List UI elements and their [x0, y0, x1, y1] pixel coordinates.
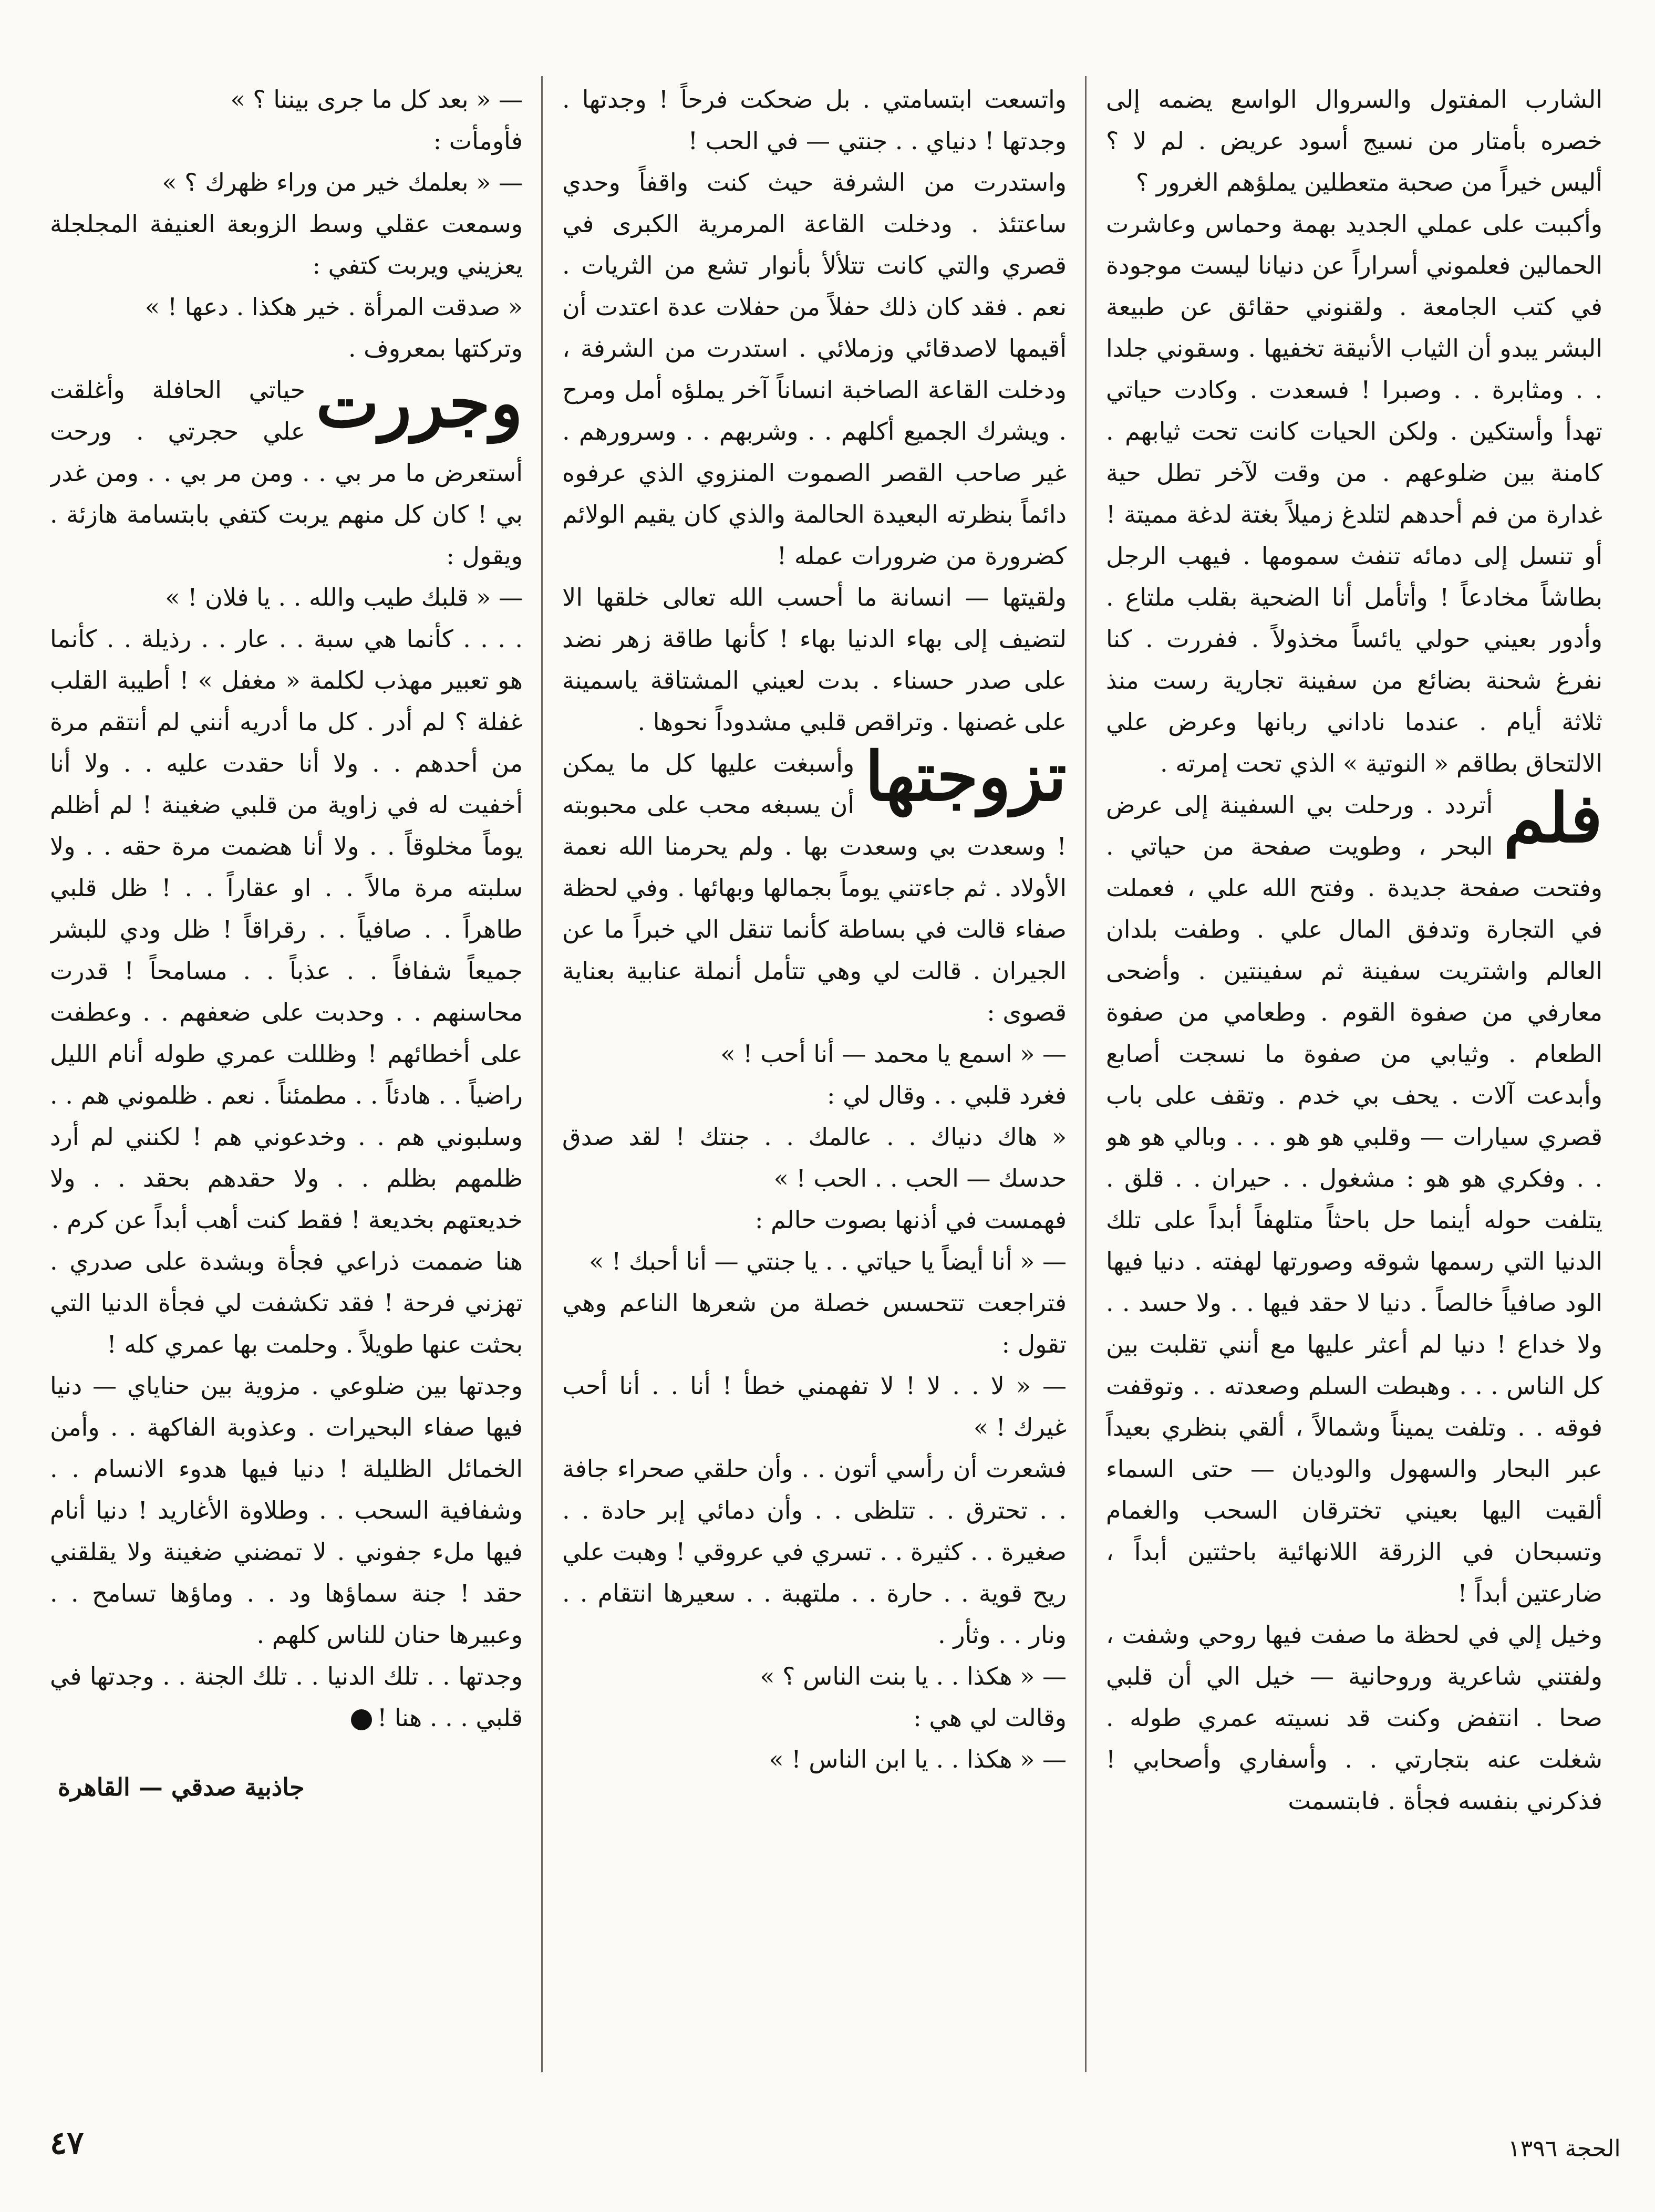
paragraph: . . . . كأنما هي سبة . . عار . . رذيلة . . كأنما هو تعبير مهذب لكلمة « مغفل » ! أطيبة القلب غفلة ؟ لم أدر . كل ما أدريه أنني لم أنتقم مرة من أحدهم . . ولا أنا حقدت عليه . . ولا أنا أخفيت له في زاوية من قلبي ضغينة ! لم أظلم يوماً مخلوقاً . . ولا أنا هضمت مرة حقه . . ولا سلبته مرة مالاً . . او عقاراً . . ! ظل قلبي طاهراً . . صافياً . . رقراقاً ! ظل ودي للبشر جميعاً شفافاً . . عذباً . . مسامحاً ! قدرت محاسنهم . . وحدبت على ضعفهم . . وعطفت على أخطائهم ! وظللت عمري طوله أنام الليل راضياً . . هادئاً . . مطمئناً . نعم . ظلموني هم . . وسلبوني هم . . وخدعوني هم ! لكنني لم أرد ظلمهم بظلم . . ولا حقدهم بحقد . . ولا خديعتهم بخديعة ! فقط كنت أهب أبداً عن كرم .	[50, 625, 523, 1234]
column-divider	[1085, 76, 1087, 2072]
paragraph: ولقيتها — انسانة ما أحسب الله تعالى خلقها الا لتضيف إلى بهاء الدنيا بهاء ! كأنها طاقة زهر نضد على صدر حسناء . بدت لعيني المشتاقة ياسمينة على غصنها . وتراقص قلبي مشدوداً نحوها .	[562, 583, 1067, 736]
paragraph: واتسعت ابتسامتي . بل ضحكت فرحاً ! وجدتها . وجدتها ! دنياي . . جنتي — في الحب !	[562, 85, 1067, 155]
dialogue-line: — « أنا أيضاً يا حياتي . . يا جنتي — أنا أحبك ! »	[589, 1247, 1067, 1275]
drop-cap-word: تزوجتها	[865, 738, 1067, 816]
paragraph: وأكببت على عملي الجديد بهمة وحماس وعاشرت الحمالين فعلموني أسراراً عن دنيانا ليست موجودة في كتب الجامعة . ولقنوني حقائق عن طبيعة البشر يبدو أن الثياب الأنيقة تخفيها . وسقوني جلدا . . ومثابرة . . وصبرا ! فسعدت . وكادت حياتي تهدأ وأستكين . ولكن الحيات كانت تحت ثيابهم . كامنة بين ضلوعهم . من وقت لآخر تطل حية غدارة من فم أحدهم لتلدغ زميلاً بغتة لدغة مميتة ! أو تنسل إلى دمائه تنفث سمومها . فيهب الرجل بطاشاً مخادعاً ! وأتأمل أنا الضحية بقلب ملتاع . وأدور بعيني حولي يائساً مخذولاً . ففررت . كنا نفرغ شحنة بضائع من سفينة تجارية رست منذ ثلاثة أيام . عندما ناداني ربانها وعرض علي الالتحاق بطاقم « النوتية » الذي تحت إمرته .	[1106, 210, 1602, 777]
issue-label: الحجة ١٣٩٦	[1508, 2135, 1621, 2162]
dialogue-line: — « قلبك طيب والله . . يا فلان ! »	[165, 583, 523, 611]
paragraph: واستدرت من الشرفة حيث كنت واقفاً وحدي ساعتئذ . ودخلت القاعة المرمرية الكبرى في قصري والتي كانت تتلألأ بأنوار تشع من الثريات . نعم . فقد كان ذلك حفلاً من حفلات عدة اعتدت أن أقيمها لاصدقائي وزملائي . استدرت من الشرفة ، ودخلت القاعة الصاخبة انساناً آخر يملؤه أمل ومرح . ويشرك الجميع أكلهم . . وشربهم . . وسرورهم . غير صاحب القصر الصموت المنزوي الذي عرفوه دائماً بنظرته البعيدة الحالمة والذي كان يقيم الولائم كضرورة من ضرورات عمله !	[562, 168, 1067, 570]
page-number: ٤٧	[50, 2125, 84, 2162]
paragraph	[50, 1656, 523, 1739]
paragraph-text: أتردد . ورحلت بي السفينة إلى عرض البحر ، وطويت صفحة من حياتي . وفتحت صفحة جديدة . وفتح الله علي ، فعملت في التجارة وتدفق المال علي . وطفت بلدان العالم واشتريت سفينة ثم سفينتين . وأضحى معارفي من صفوة القوم . وطعامي من صفوة الطعام . وثيابي من صفوة ما نسجت أصابع وأبدعت آلات . يحف بي خدم . وتقف على باب قصري سيارات — وقلبي هو هو . . . وبالي هو هو . . وفكري هو هو : مشغول . . حيران . . قلق . يتلفت حوله أينما حل باحثاً متلهفاً أبداً على تلك الدنيا التي رسمها شوقه وصورتها لهفته . دنيا فيها الود صافياً خالصاً . دنيا لا حقد فيها . . ولا حسد . . ولا خداع ! دنيا لم أعثر عليها مع أنني تقلبت بين كل الناس . . . وهبطت السلم وصعدته . . وتوقفت فوقه . . وتلفت يميناً وشمالاً ، ألقي بنظري بعيداً عبر البحار والسهول والوديان — حتى السماء ألقيت اليها بعيني تخترقان السحب والغمام وتسبحان في الزرقة اللانهائية باحثتين أبداً ، ضارعتين أبداً !	[1106, 791, 1602, 1607]
dialogue-line: « هاك دنياك . . عالمك . . جنتك ! لقد صدق حدسك — الحب . . الحب ! »	[562, 1123, 1067, 1192]
paragraph: فشعرت أن رأسي أتون . . وأن حلقي صحراء جافة . . تحترق . . تتلظى . . وأن دمائي إبر حادة . . صغيرة . . كثيرة . . تسري في عروقي ! وهبت علي ريح قوية . . حارة . . ملتهبة . . سعيرها انتقام . . ونار . . وثأر .	[562, 1455, 1067, 1649]
drop-cap-word: فلم	[1503, 779, 1602, 858]
paragraph: الشارب المفتول والسروال الواسع يضمه إلى خصره بأمتار من نسيج أسود عريض . لم لا ؟ أليس خيراً من صحبة متعطلين يملؤهم الغرور ؟	[1106, 85, 1602, 196]
dialogue-line: فغرد قلبي . . وقال لي :	[827, 1081, 1067, 1109]
paragraph-text: حياتي الحافلة وأغلقت علي حجرتي . ورحت أستعرض ما مر بي . . ومن مر بي . . ومن غدر بي ! كان كل منهم يربت كتفي بابتسامة هازئة . ويقول :	[50, 376, 523, 570]
paragraph: وجدتها بين ضلوعي . مزوية بين حناياي — دنيا فيها صفاء البحيرات . وعذوبة الفاكهة . . وأمن الخمائل الظليلة ! دنيا فيها هدوء الانسام . . وشفافية السحب . . وطلاوة الأغاريد ! دنيا أنام فيها ملء جفوني . لا تمضني ضغينة ولا يقلقني حقد ! جنة سماؤها ود . . وماؤها تسامح . . وعبيرها حنان للناس كلهم .	[50, 1372, 523, 1649]
end-mark-icon	[351, 1709, 372, 1730]
column-middle	[562, 79, 1067, 2075]
dialogue-line: — « بعلمك خير من وراء ظهرك ؟ »	[162, 168, 523, 196]
paragraph: وخيل إلي في لحظة ما صفت فيها روحي وشفت ، ولفتني شاعرية وروحانية — خيل الي أن قلبي صحا . انتفض وكنت قد نسيته عمري طوله . شغلت عنه بتجارتي . . وأسفاري وأصحابي ! فذكرني بنفسه فجأة . فابتسمت	[1106, 1621, 1602, 1815]
paragraph-text: وأسبغت عليها كل ما يمكن أن يسبغه محب على محبوبته ! وسعدت بي وسعدت بها . ولم يحرمنا الله نعمة الأولاد . ثم جاءتني يوماً بجمالها وبهائها . وفي لحظة صفاء قالت في بساطة كأنما تنقل الي خبراً ما عن الجيران . قالت لي وهي تتأمل أنملة عنابية بعناية قصوى :	[562, 749, 1067, 1026]
dialogue-line: — « هكذا . . يا ابن الناس ! »	[769, 1745, 1067, 1773]
author-byline: جاذبية صدقي — القاهرة	[58, 1773, 305, 1801]
dialogue-line: — « لا . . لا ! لا تفهمني خطأ ! أنا . . أنا أحب غيرك ! »	[562, 1372, 1067, 1441]
paragraph: وتركتها بمعروف .	[348, 334, 523, 362]
column-right	[1106, 79, 1602, 2075]
paragraph	[1106, 779, 1602, 1614]
paragraph	[562, 738, 1067, 1033]
paragraph	[50, 364, 523, 577]
drop-cap-word: وجررت	[316, 364, 523, 443]
dialogue-line: فهمست في أذنها بصوت حالم :	[754, 1206, 1067, 1234]
paragraph: وسمعت عقلي وسط الزوبعة العنيفة المجلجلة يعزيني ويربت كتفي :	[50, 210, 523, 279]
column-divider	[541, 76, 543, 2072]
dialogue-line: فأومأت :	[433, 127, 523, 155]
dialogue-line: — « اسمع يا محمد — أنا أحب ! »	[720, 1040, 1067, 1068]
dialogue-line: — « هكذا . . يا بنت الناس ؟ »	[760, 1662, 1067, 1690]
dialogue-line: فتراجعت تتحسس خصلة من شعرها الناعم وهي تقول :	[562, 1289, 1067, 1358]
paragraph-text: وجدتها . . تلك الدنيا . . تلك الجنة . . وجدتها في قلبي . . . هنا !	[50, 1662, 523, 1732]
dialogue-line: — « بعد كل ما جرى بيننا ؟ »	[230, 85, 523, 113]
dialogue-line: « صدقت المرأة . خير هكذا . دعها ! »	[144, 293, 523, 321]
dialogue-line: وقالت لي هي :	[913, 1704, 1067, 1732]
paragraph: هنا ضممت ذراعي فجأة وبشدة على صدري . تهزني فرحة ! فقد تكشفت لي فجأة الدنيا التي بحثت عنها طويلاً . وحلمت بها عمري كله !	[50, 1247, 523, 1358]
